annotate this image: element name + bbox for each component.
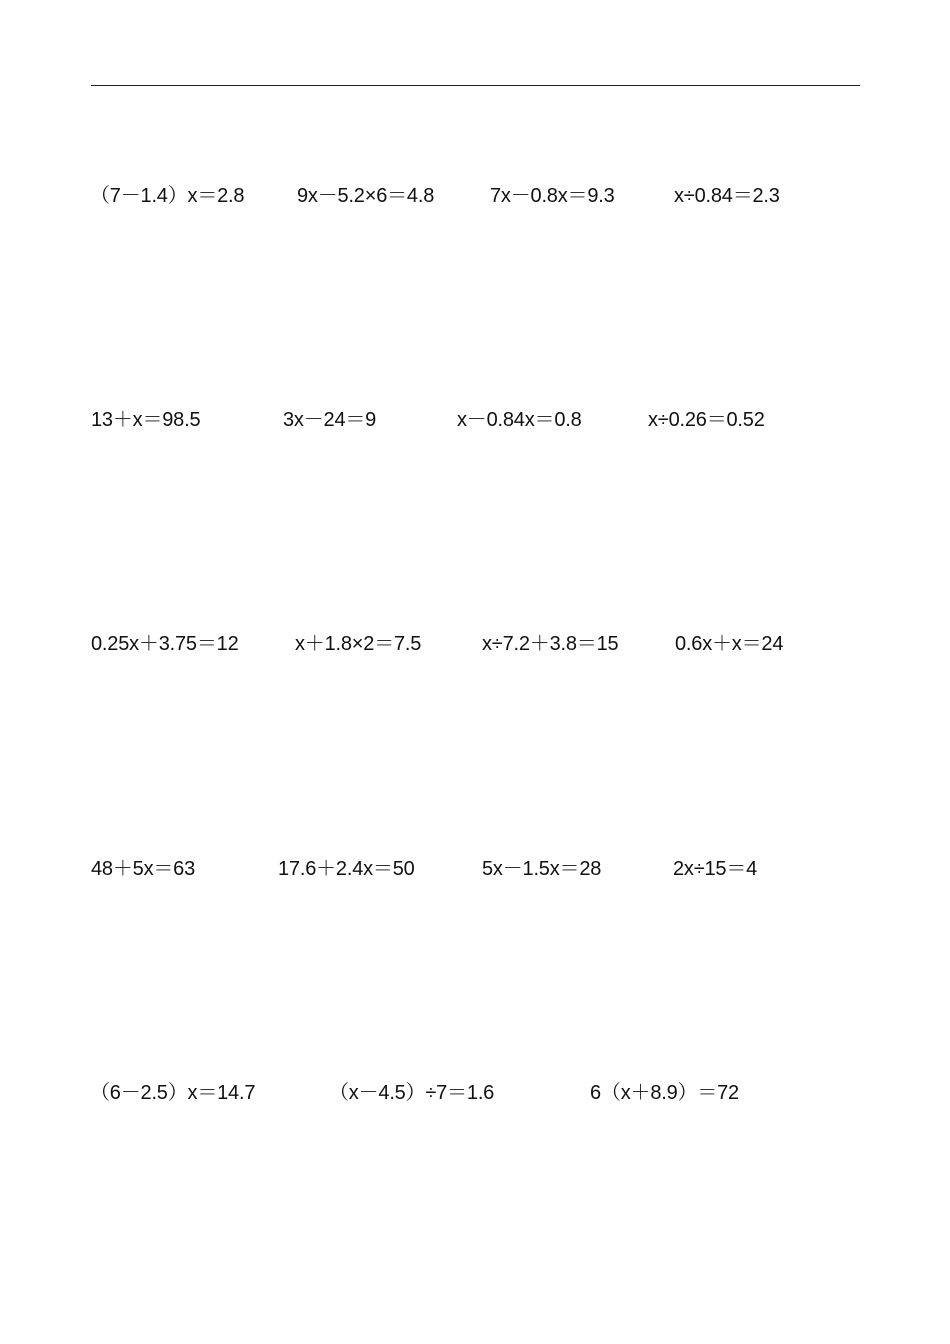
equation: x÷0.84＝2.3 [674,185,780,207]
equation: 0.25x＋3.75＝12 [91,633,239,655]
equation: 6（x＋8.9）＝72 [590,1082,739,1104]
equation: 7x－0.8x＝9.3 [490,185,615,207]
equation: 3x－24＝9 [283,409,377,431]
equation: 5x－1.5x＝28 [482,858,602,880]
equation-row-4 [0,854,950,884]
equation-row-5 [0,1078,950,1108]
equation: （6－2.5）x＝14.7 [90,1082,256,1104]
equation: 48＋5x＝63 [91,858,196,880]
equation: 9x－5.2×6＝4.8 [297,185,435,207]
equation-row-2 [0,405,950,435]
equation: 17.6＋2.4x＝50 [278,858,415,880]
header-rule [91,85,860,86]
equation: x－0.84x＝0.8 [457,409,582,431]
equation: x＋1.8×2＝7.5 [295,633,422,655]
equation: （x－4.5）÷7＝1.6 [329,1082,495,1104]
equation: 13＋x＝98.5 [91,409,201,431]
equation: x÷0.26＝0.52 [648,409,765,431]
equation: 0.6x＋x＝24 [675,633,784,655]
equation-row-1 [0,181,950,211]
equation: 2x÷15＝4 [673,858,758,880]
equation-row-3 [0,629,950,659]
equation: x÷7.2＋3.8＝15 [482,633,619,655]
equation: （7－1.4）x＝2.8 [90,185,245,207]
